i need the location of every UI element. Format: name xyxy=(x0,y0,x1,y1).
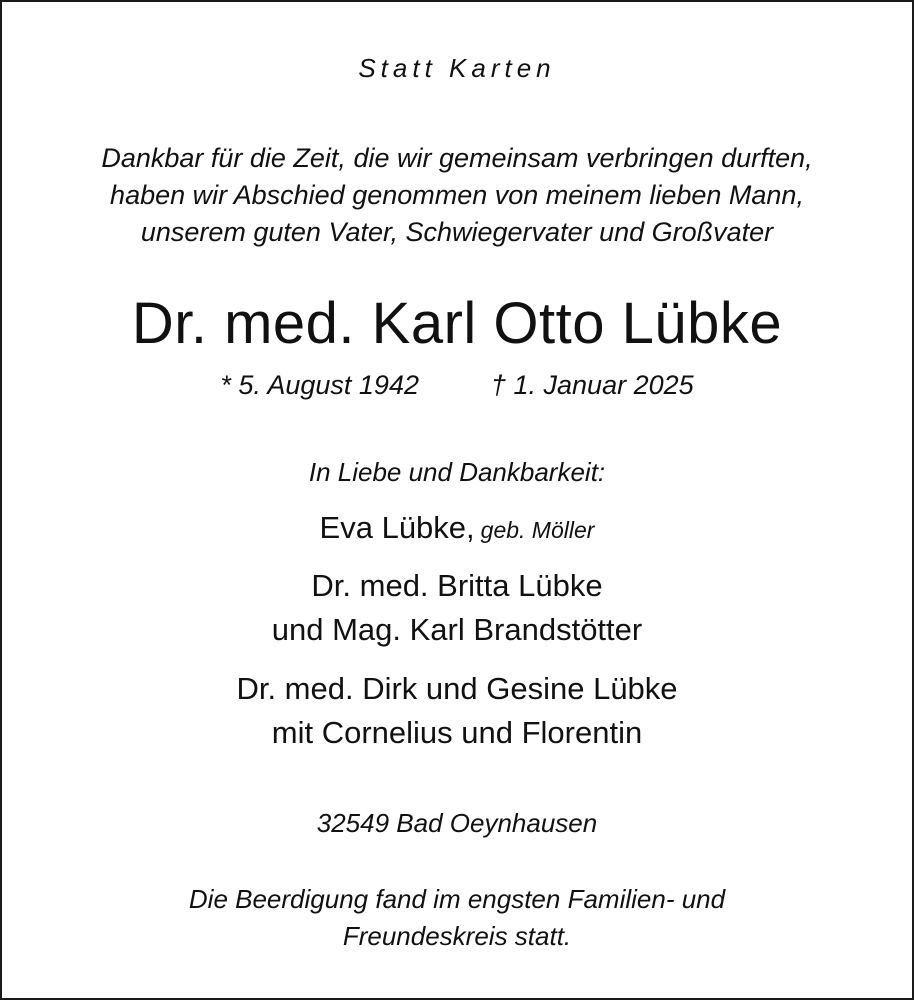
family1-line-2: und Mag. Karl Brandstötter xyxy=(271,612,643,647)
intro-line-1: Dankbar für die Zeit, die wir gemeinsam verbringen durften, xyxy=(101,143,813,173)
love-line: In Liebe und Dankbarkeit: xyxy=(308,457,606,487)
deceased-name: Dr. med. Karl Otto Lübke xyxy=(131,291,783,356)
intro-text xyxy=(2,140,912,251)
birth-date: * 5. August 1942 xyxy=(220,370,419,400)
header-statt-karten: Statt Karten xyxy=(358,53,556,83)
family1-line-1: Dr. med. Britta Lübke xyxy=(311,568,603,603)
spouse-name: Eva Lübke, xyxy=(319,510,475,545)
funeral-note-line-1: Die Beerdigung fand im engsten Familien- und xyxy=(188,884,726,914)
death-date: † 1. Januar 2025 xyxy=(490,370,694,400)
life-dates xyxy=(2,366,912,404)
family2-line-2: mit Cornelius und Florentin xyxy=(271,715,643,750)
family-group-1 xyxy=(2,564,912,652)
spouse-line xyxy=(2,507,912,551)
funeral-note xyxy=(2,881,912,955)
intro-line-2: haben wir Abschied genommen von meinem lieben Mann, xyxy=(110,180,804,210)
family2-line-1: Dr. med. Dirk und Gesine Lübke xyxy=(236,671,678,706)
spouse-maiden-name: geb. Möller xyxy=(480,517,595,543)
place: 32549 Bad Oeynhausen xyxy=(316,808,598,838)
intro-line-3: unserem guten Vater, Schwiegervater und Großvater xyxy=(140,217,774,247)
funeral-note-line-2: Freundeskreis statt. xyxy=(342,921,572,951)
family-group-2 xyxy=(2,667,912,755)
